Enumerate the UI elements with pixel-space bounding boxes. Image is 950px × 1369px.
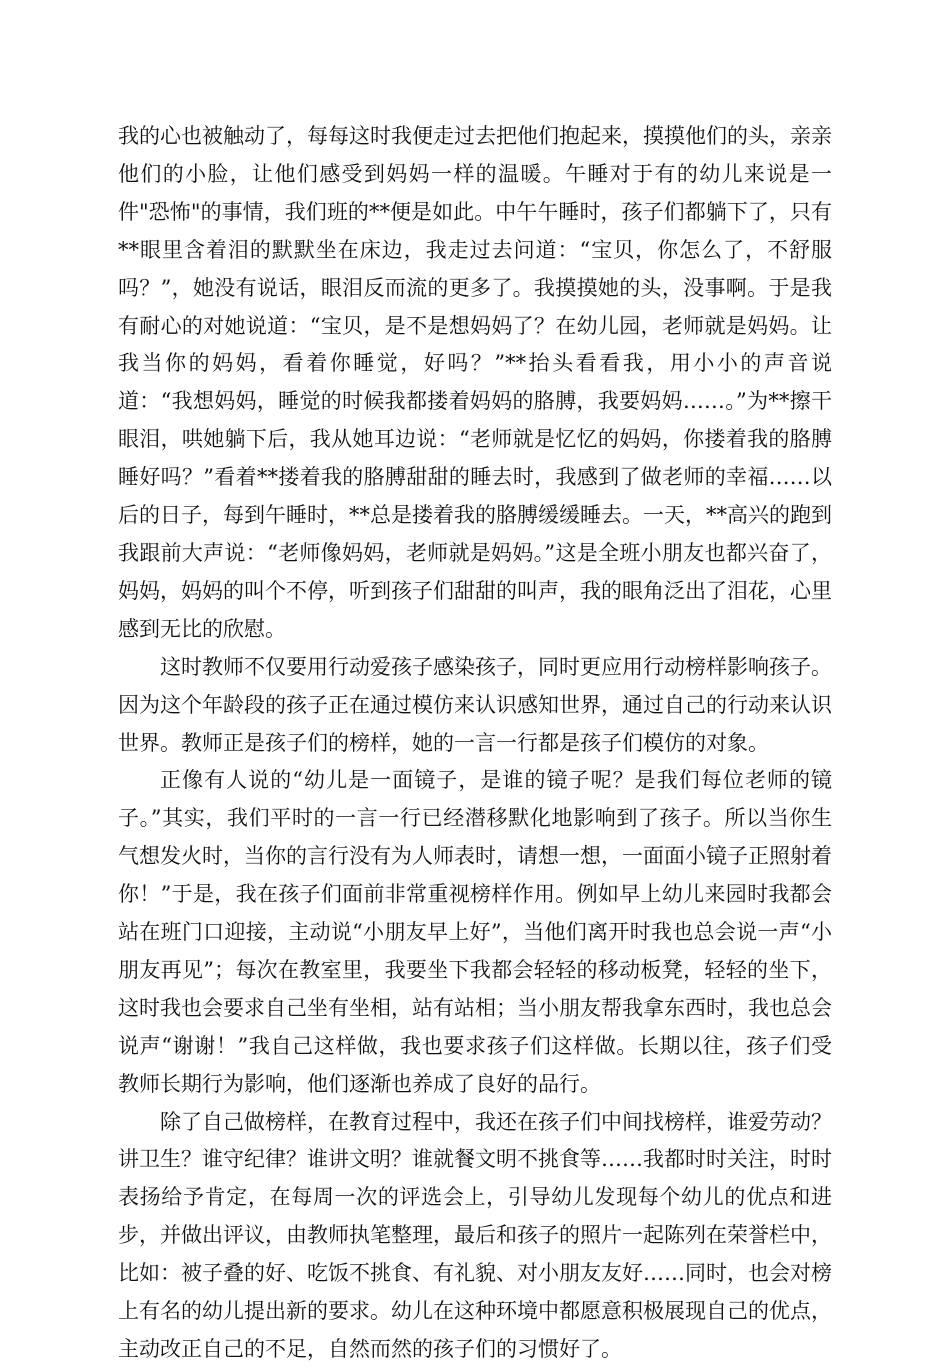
paragraph-3: 正像有人说的“幼儿是一面镜子，是谁的镜子呢？是我们每位老师的镜子。”其实，我们平时的一言一行已经潜移默化地影响到了孩子。所以当你生气想发火时，当你的言行没有为人师表时，请想一想，一面面小镜子正照射着你！”于是，我在孩子们面前非常重视榜样作用。例如早上幼儿来园时我都会站在班门口迎接，主动说“小朋友早上好”，当他们离开时我也总会说一声“小朋友再见”；每次在教室里，我要坐下我都会轻轻的移动板凳，轻轻的坐下，这时我也会要求自己坐有坐相，站有站相；当小朋友帮我拿东西时，我也总会说声“谢谢！”我自己这样做，我也要求孩子们这样做。长期以往，孩子们受教师长期行为影响，他们逐渐也养成了良好的品行。 <box>118 768 832 1096</box>
paragraph-1: 我的心也被触动了，每每这时我便走过去把他们抱起来，摸摸他们的头，亲亲他们的小脸，让他们感受到妈妈一样的温暖。午睡对于有的幼儿来说是一件"恐怖"的事情，我们班的**便是如此。中午午睡时，孩子们都躺下了，只有**眼里含着泪的默默坐在床边，我走过去问道：“宝贝，你怎么了，不舒服吗？”，她没有说话，眼泪反而流的更多了。我摸摸她的头，没事啊。于是我有耐心的对她说道：“宝贝，是不是想妈妈了？在幼儿园，老师就是妈妈。让我当你的妈妈，看着你睡觉，好吗？”**抬头看看我，用小小的声音说道：“我想妈妈，睡觉的时候我都搂着妈妈的胳膊，我要妈妈……。”为**擦干眼泪，哄她躺下后，我从她耳边说：“老师就是忆忆的妈妈，你搂着我的胳膊睡好吗？”看着**搂着我的胳膊甜甜的睡去时，我感到了做老师的幸福……以后的日子，每到午睡时，**总是搂着我的胳膊缓缓睡去。一天，**高兴的跑到我跟前大声说：“老师像妈妈，老师就是妈妈。”这是全班小朋友也都兴奋了，妈妈，妈妈的叫个不停，听到孩子们甜甜的叫声，我的眼角泛出了泪花，心里感到无比的欣慰。 <box>118 124 832 641</box>
document-body <box>118 118 832 1369</box>
paragraph-4: 除了自己做榜样，在教育过程中，我还在孩子们中间找榜样，谁爱劳动？讲卫生？谁守纪律？谁讲文明？谁就餐文明不挑食等……我都时时关注，时时表扬给予肯定，在每周一次的评选会上，引导幼儿发现每个幼儿的优点和进步，并做出评议，由教师执笔整理，最后和孩子的照片一起陈列在荣誉栏中，比如：被子叠的好、吃饭不挑食、有礼貌、对小朋友友好……同时，也会对榜上有名的幼儿提出新的要求。幼儿在这种环境中都愿意积极展现自己的优点，主动改正自己的不足，自然而然的孩子们的习惯好了。 <box>118 1109 832 1361</box>
paragraph-2: 这时教师不仅要用行动爱孩子感染孩子，同时更应用行动榜样影响孩子。因为这个年龄段的孩子正在通过模仿来认识感知世界，通过自己的行动来认识世界。教师正是孩子们的榜样，她的一言一行都是孩子们模仿的对象。 <box>118 654 832 755</box>
